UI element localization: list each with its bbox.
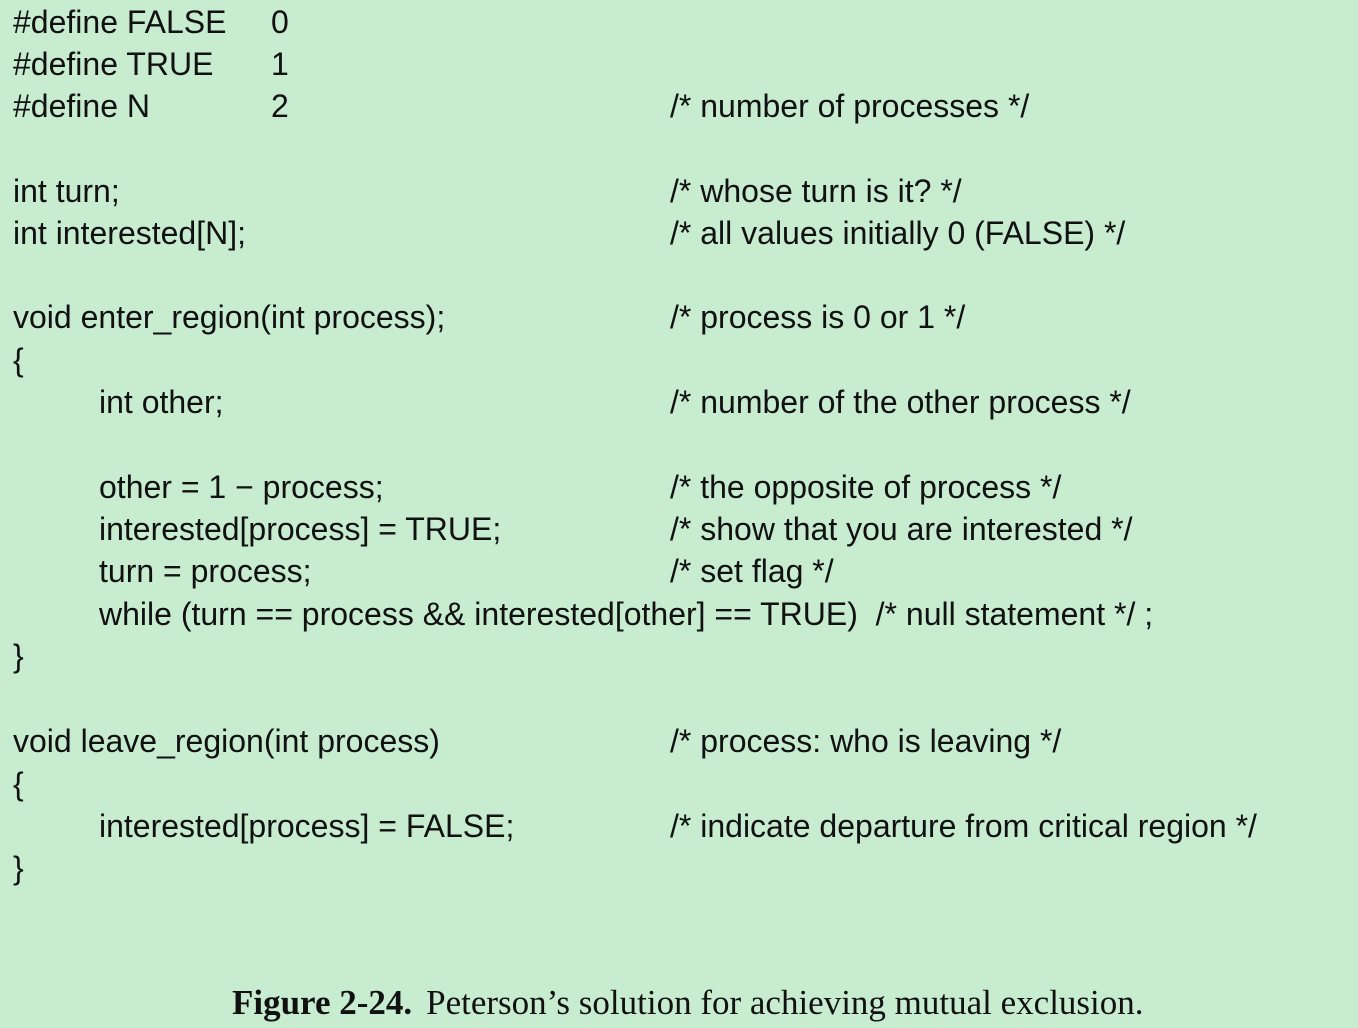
- code-text: #define TRUE: [13, 46, 214, 82]
- define-value: 1: [271, 46, 289, 82]
- code-line-while-loop: [0, 593, 1358, 635]
- code-line-int-turn: [0, 170, 1358, 212]
- figure-number: Figure 2-24.: [231, 983, 413, 1022]
- code-text: {: [13, 342, 24, 378]
- code-text: }: [13, 850, 24, 886]
- code-comment: /* all values initially 0 (FALSE) */: [670, 215, 1126, 251]
- code-line-open-brace: [0, 339, 1358, 381]
- code-line-close-brace: [0, 635, 1358, 677]
- code-text: int turn;: [13, 173, 120, 209]
- code-line-int-interested: [0, 212, 1358, 254]
- code-comment: /* set flag */: [670, 553, 834, 589]
- code-line-define-true: [0, 43, 1358, 85]
- code-line-enter-region-signature: [0, 296, 1358, 338]
- code-line-open-brace: [0, 763, 1358, 805]
- code-text: #define FALSE: [13, 4, 227, 40]
- define-value: 0: [271, 4, 289, 40]
- code-comment: /* indicate departure from critical region */: [670, 808, 1257, 844]
- code-comment: /* number of processes */: [670, 88, 1030, 124]
- code-text: interested[process] = FALSE;: [99, 808, 515, 844]
- define-value: 2: [271, 88, 289, 124]
- code-text: while (turn == process && interested[other] == TRUE) /* null statement */ ;: [99, 596, 1154, 632]
- code-line-other-assign: [0, 466, 1358, 508]
- code-line-close-brace: [0, 847, 1358, 889]
- code-text: void enter_region(int process);: [13, 299, 446, 335]
- code-line-define-n: [0, 85, 1358, 127]
- code-text: void leave_region(int process): [13, 723, 440, 759]
- code-comment: /* process is 0 or 1 */: [670, 299, 966, 335]
- code-text: int other;: [99, 384, 224, 420]
- code-comment: /* the opposite of process */: [670, 469, 1062, 505]
- code-text: turn = process;: [99, 553, 312, 589]
- code-line-turn-assign: [0, 550, 1358, 592]
- code-comment: /* number of the other process */: [670, 384, 1131, 420]
- figure-caption: [0, 928, 1358, 1022]
- code-text: other = 1 − process;: [99, 469, 384, 505]
- code-comment: /* show that you are interested */: [670, 511, 1133, 547]
- code-line-interested-false: [0, 805, 1358, 847]
- code-comment: /* whose turn is it? */: [670, 173, 962, 209]
- code-line-int-other: [0, 381, 1358, 423]
- code-text: {: [13, 766, 24, 802]
- code-line-interested-true: [0, 508, 1358, 550]
- code-text: int interested[N];: [13, 215, 246, 251]
- code-text: #define N: [13, 88, 150, 124]
- code-text: }: [13, 638, 24, 674]
- figure-caption-text: Peterson’s solution for achieving mutual exclusion.: [426, 983, 1144, 1022]
- code-text: interested[process] = TRUE;: [99, 511, 502, 547]
- code-comment: /* process: who is leaving */: [670, 723, 1062, 759]
- code-line-define-false: [0, 1, 1358, 43]
- code-line-leave-region-signature: [0, 720, 1358, 762]
